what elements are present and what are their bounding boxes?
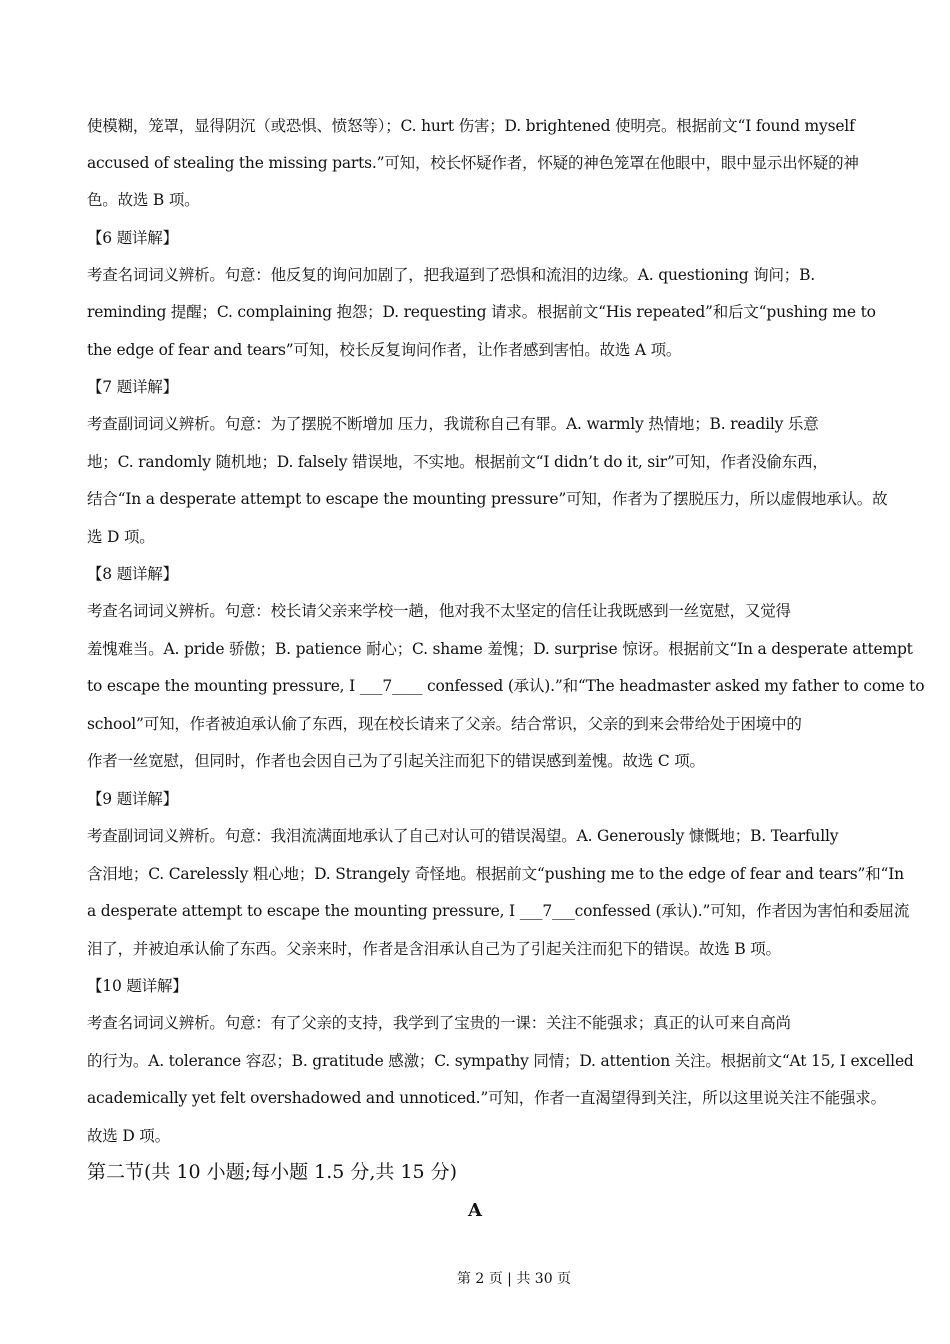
text-line: 考查名词词义辨析。句意：有了父亲的支持，我学到了宝贵的一课：关注不能强求；真正的认可来自高尚	[87, 1014, 791, 1032]
text-line: 考查名词词义辨析。句意：他反复的询问加剧了，把我逼到了恐惧和流泪的边缘。A. questioning 询问；B.	[87, 266, 815, 284]
question-heading: 【6 题详解】	[87, 229, 178, 247]
text-line: 作者一丝宽慰，但同时，作者也会因自己为了引起关注而犯下的错误感到羞愧。故选 C 项。	[87, 752, 705, 770]
page-footer: 第 2 页 | 共 30 页	[456, 1271, 572, 1287]
passage-label: A	[468, 1200, 482, 1221]
text-line: accused of stealing the missing parts.”可知，校长怀疑作者，怀疑的神色笼罩在他眼中，眼中显示出怀疑的神	[87, 154, 859, 172]
question-heading: 【9 题详解】	[87, 790, 178, 808]
text-line: 含泪地；C. Carelessly 粗心地；D. Strangely 奇怪地。根据前文“pushing me to the edge of fear and tears”和“In	[87, 865, 904, 883]
text-line: 结合“In a desperate attempt to escape the mounting pressure”可知，作者为了摆脱压力，所以虚假地承认。故	[87, 490, 888, 508]
text-line: reminding 提醒；C. complaining 抱怨；D. requesting 请求。根据前文“His repeated”和后文“pushing me to	[87, 303, 876, 321]
text-line: to escape the mounting pressure, I ___7____ confessed (承认).”和“The headmaster asked my father to come to	[87, 677, 925, 695]
text-line: 考查名词词义辨析。句意：校长请父亲来学校一趟，他对我不太坚定的信任让我既感到一丝宽慰，又觉得	[87, 602, 791, 620]
text-line: 色。故选 B 项。	[87, 191, 200, 209]
text-line: academically yet felt overshadowed and unnoticed.”可知，作者一直渴望得到关注，所以这里说关注不能强求。	[87, 1089, 886, 1107]
text-line: 羞愧难当。A. pride 骄傲；B. patience 耐心；C. shame 羞愧；D. surprise 惊讶。根据前文“In a desperate attempt	[87, 640, 913, 658]
question-heading: 【10 题详解】	[87, 977, 188, 995]
question-heading: 【8 题详解】	[87, 565, 178, 583]
text-line: 故选 D 项。	[87, 1127, 170, 1145]
text-line: 考查副词词义辨析。句意：为了摆脱不断增加 压力，我谎称自己有罪。A. warmly 热情地；B. readily 乐意	[87, 415, 819, 433]
text-line: the edge of fear and tears”可知，校长反复询问作者，让作者感到害怕。故选 A 项。	[87, 341, 682, 359]
question-heading: 【7 题详解】	[87, 378, 178, 396]
text-line: 地；C. randomly 随机地；D. falsely 错误地，不实地。根据前文“I didn’t do it, sir”可知，作者没偷东西，	[87, 453, 828, 471]
text-line: school”可知，作者被迫承认偷了东西，现在校长请来了父亲。结合常识，父亲的到来会带给处于困境中的	[87, 715, 802, 733]
text-line: 泪了，并被迫承认偷了东西。父亲来时，作者是含泪承认自己为了引起关注而犯下的错误。故选 B 项。	[87, 940, 781, 958]
text-line: a desperate attempt to escape the mounting pressure, I ___7___confessed (承认).”可知，作者因为害怕和委屈流	[87, 902, 910, 920]
section-title: 第二节(共 10 小题;每小题 1.5 分,共 15 分)	[87, 1161, 458, 1183]
text-line: 考查副词词义辨析。句意：我泪流满面地承认了自己对认可的错误渴望。A. Generously 慷慨地；B. Tearfully	[87, 827, 839, 845]
text-line: 使模糊，笼罩，显得阴沉（或恐惧、愤怒等）；C. hurt 伤害；D. brightened 使明亮。根据前文“I found myself	[87, 117, 855, 135]
text-line: 的行为。A. tolerance 容忍；B. gratitude 感激；C. sympathy 同情；D. attention 关注。根据前文“At 15, I excelled	[87, 1052, 914, 1070]
text-line: 选 D 项。	[87, 528, 155, 546]
